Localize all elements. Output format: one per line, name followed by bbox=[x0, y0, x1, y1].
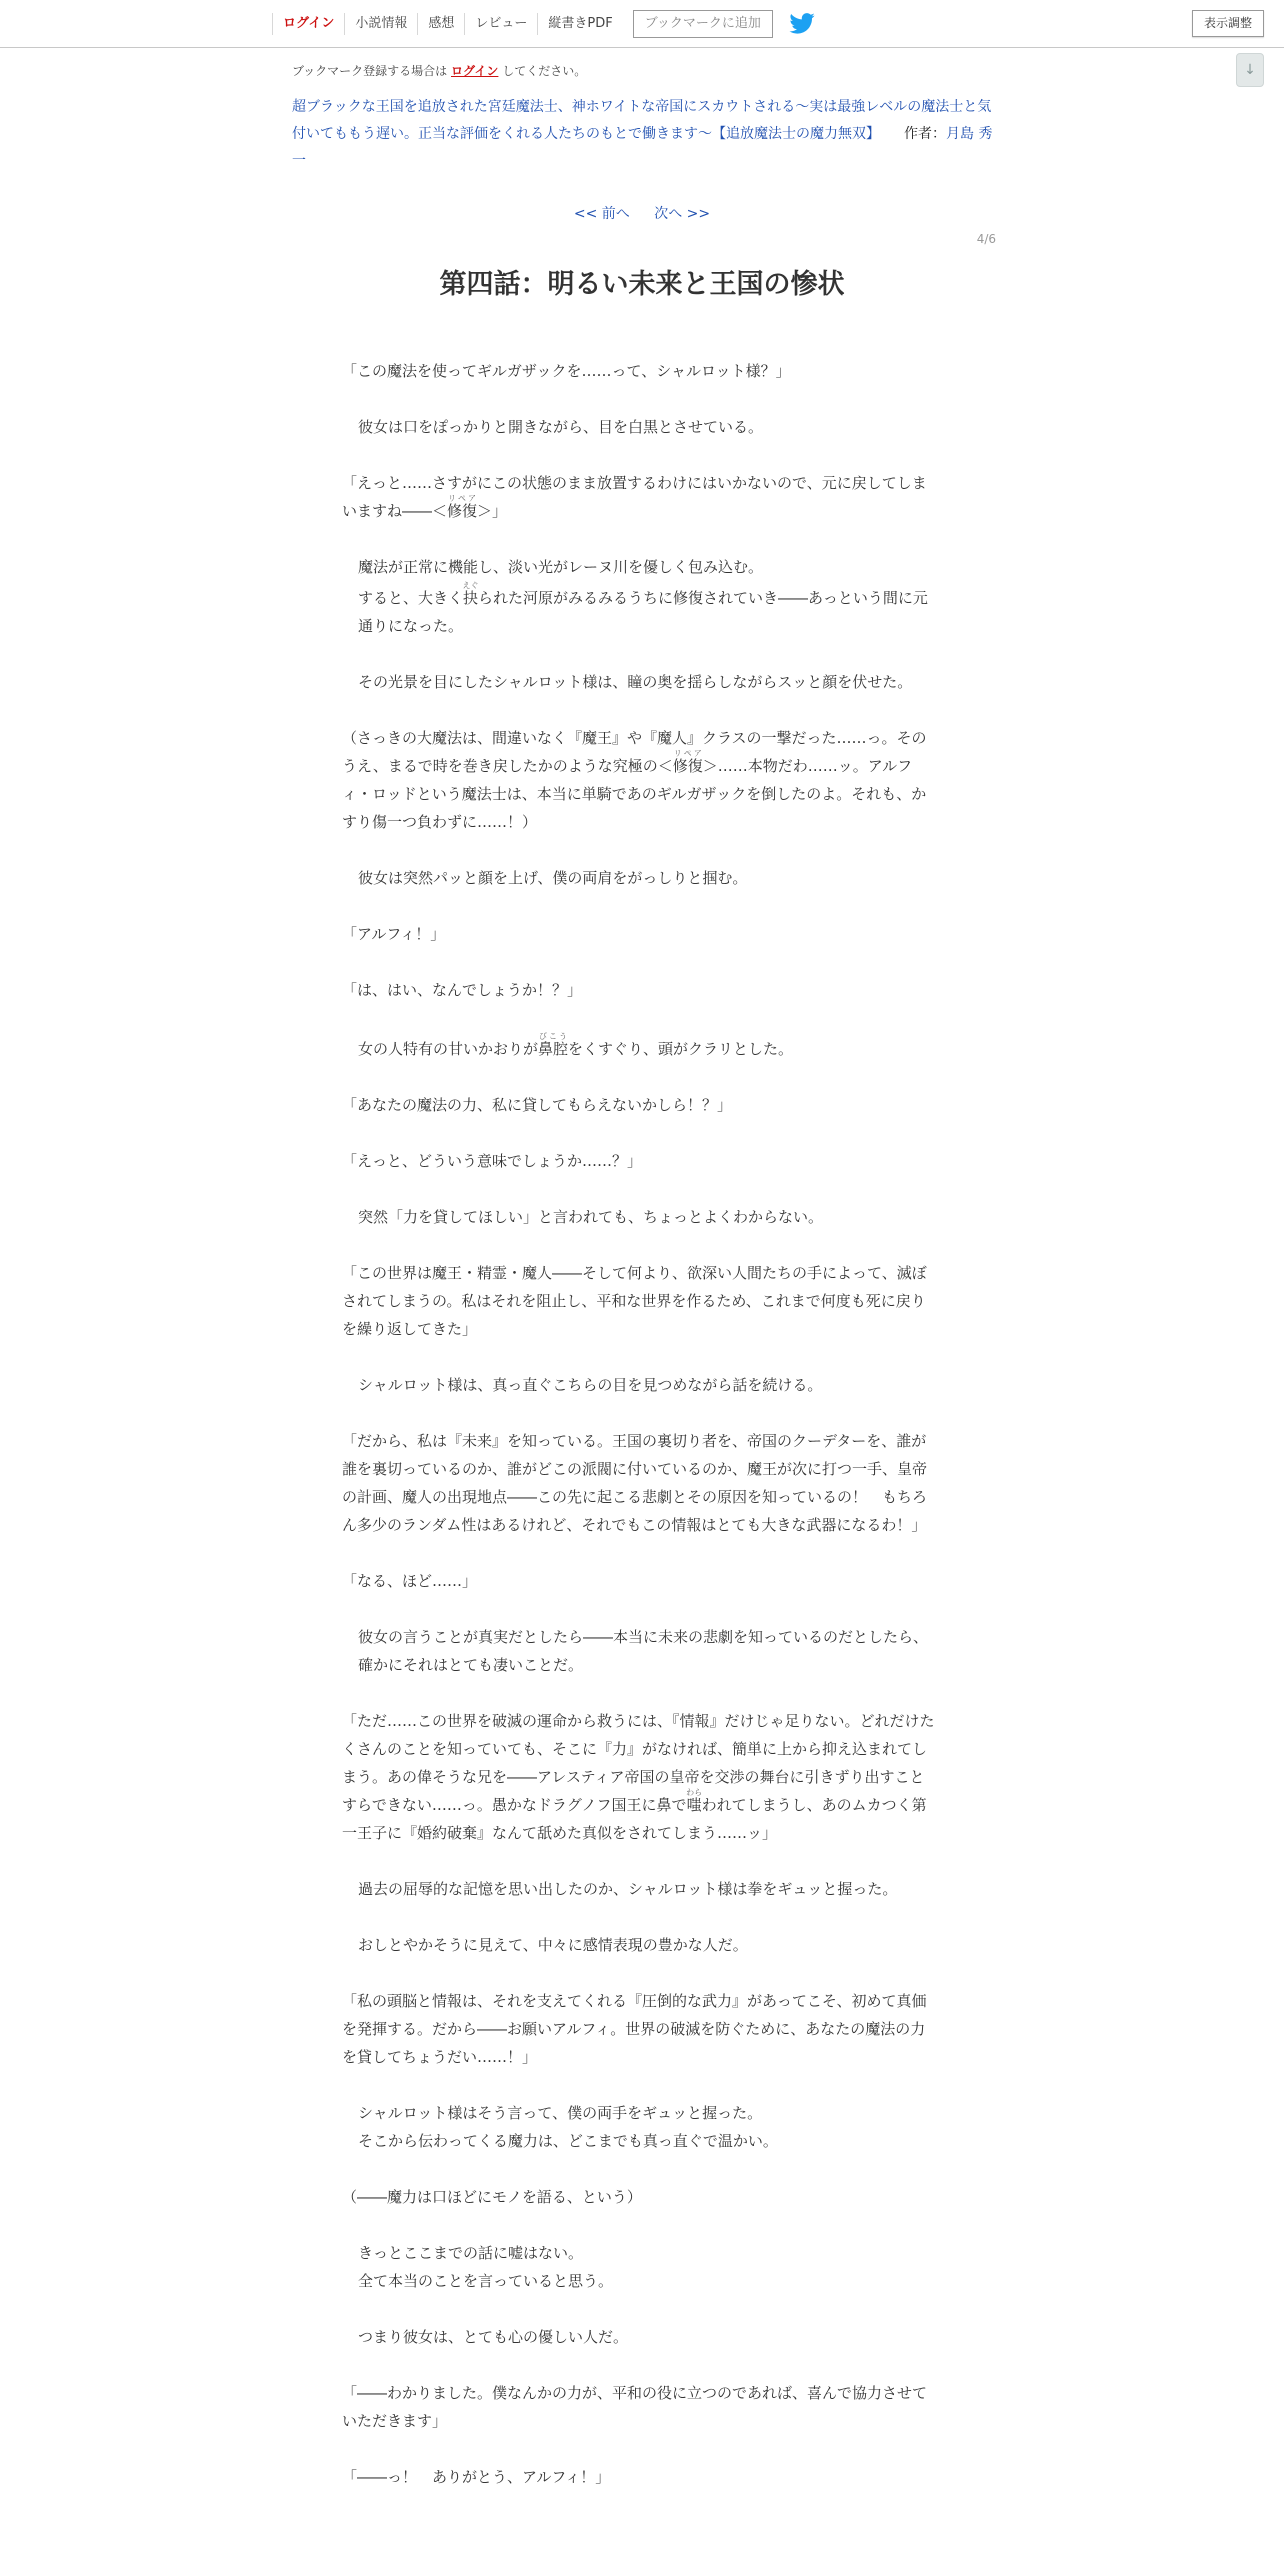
paragraph: 女の人特有の甘いかおりが鼻腔びこうをくすぐり、頭がクラリとした。 bbox=[358, 1032, 794, 1058]
paragraph: （――魔力は口ほどにモノを語る、という） bbox=[342, 2188, 642, 2206]
paragraph: 「――っ！ ありがとう、アルフィ！」 bbox=[342, 2468, 611, 2486]
paragraph: 彼女の言うことが真実だとしたら――本当に未来の悲劇を知っているのだとしたら、確かにそれはとても凄いことだ。 bbox=[358, 1628, 929, 1674]
author-label: 作者： bbox=[904, 126, 946, 142]
chapter-pager bbox=[0, 203, 1284, 223]
paragraph: その光景を目にしたシャルロット様は、瞳の奥を揺らしながらスッと顔を伏せた。 bbox=[358, 673, 913, 691]
paragraph: 「――わかりました。僕なんかの力が、平和の役に立つのであれば、喜んで協力させていただきます」 bbox=[342, 2384, 928, 2430]
note-login-link[interactable]: ログイン bbox=[451, 64, 499, 78]
paragraph: そこから伝わってくる魔力は、どこまでも真っ直ぐで温かい。 bbox=[358, 2132, 778, 2150]
paragraph: おしとやかそうに見えて、中々に感情表現の豊かな人だ。 bbox=[358, 1936, 748, 1954]
nav-review-link[interactable]: レビュー bbox=[464, 13, 537, 35]
paragraph: すると、大きく抉えぐられた河原がみるみるうちに修復されていき――あっという間に元通りになった。 bbox=[358, 581, 928, 635]
paragraph: 魔法が正常に機能し、淡い光がレーヌ川を優しく包み込む。 bbox=[358, 558, 764, 576]
paragraph: 「この魔法を使ってギルガザックを……って、シャルロット様？」 bbox=[342, 362, 791, 380]
paragraph: 「この世界は魔王・精霊・魔人――そして何より、欲深い人間たちの手によって、滅ぼされてしまうの。私はそれを阻止し、平和な世界を作るため、これまで何度も死に戻りを繰り返してきた」 bbox=[342, 1264, 927, 1338]
note-text: ブックマーク登録する場合は bbox=[292, 64, 448, 78]
paragraph: 「だから、私は『未来』を知っている。王国の裏切り者を、帝国のクーデターを、誰が誰を裏切っているのか、誰がどこの派閥に付いているのか、魔王が次に打つ一手、皇帝の計画、魔人の出現地点――この先に起こる悲劇とその原因を知っているの！ もちろん多少のランダム性はあるけれど、それでもこの情報はとても大きな武器になるわ！」 bbox=[342, 1432, 928, 1534]
note-text: してください。 bbox=[502, 64, 587, 78]
paragraph: シャルロット様は、真っ直ぐこちらの目を見つめながら話を続ける。 bbox=[358, 1376, 823, 1394]
prev-chapter-link[interactable]: << 前へ bbox=[573, 206, 630, 222]
nav-novel-info-link[interactable]: 小説情報 bbox=[344, 13, 417, 35]
paragraph: 「えっと、どういう意味でしょうか……？」 bbox=[342, 1152, 643, 1170]
paragraph: 「えっと……さすがにこの状態のまま放置するわけにはいかないので、元に戻してしまいますね――＜修復リペア＞」 bbox=[342, 474, 927, 520]
paragraph: きっとここまでの話に嘘はない。 bbox=[358, 2244, 584, 2262]
paragraph: 「は、はい、なんでしょうか！？」 bbox=[342, 981, 583, 999]
down-arrow-icon[interactable]: ↓ bbox=[1236, 53, 1264, 87]
nav-impressions-link[interactable]: 感想 bbox=[417, 13, 464, 35]
page-number: 4/6 bbox=[976, 232, 996, 246]
novel-header bbox=[292, 94, 996, 175]
paragraph: 全て本当のことを言っていると思う。 bbox=[358, 2272, 614, 2290]
nav-vertical-pdf-link[interactable]: 縦書きPDF bbox=[537, 13, 622, 35]
paragraph: 過去の屈辱的な記憶を思い出したのか、シャルロット様は拳をギュッと握った。 bbox=[358, 1880, 898, 1898]
chapter-title: 第四話：明るい未来と王国の惨状 bbox=[439, 269, 845, 300]
display-settings-button[interactable]: 表示調整 bbox=[1192, 10, 1264, 37]
bookmark-login-note bbox=[292, 62, 586, 79]
author-link[interactable]: 月島 秀一 bbox=[292, 126, 993, 169]
paragraph: 彼女は突然パッと顔を上げ、僕の両肩をがっしりと掴む。 bbox=[358, 869, 748, 887]
paragraph: 「私の頭脳と情報は、それを支えてくれる『圧倒的な武力』があってこそ、初めて真価を発揮する。だから――お願いアルフィ。世界の破滅を防ぐために、あなたの魔法の力を貸してちょうだい……！」 bbox=[342, 1992, 927, 2066]
paragraph: 「ただ……この世界を破滅の運命から救うには、『情報』だけじゃ足りない。どれだけたくさんのことを知っていても、そこに『力』がなければ、簡単に上から抑え込まれてしまう。あの偉そうな兄を――アレスティア帝国の皇帝を交渉の舞台に引きずり出すことすらできない……っ。愚かなドラグノフ国王に鼻で嗤わらわれてしまうし、あのムカつく第一王子に『婚約破棄』なんて舐めた真似をされてしまう……ッ」 bbox=[342, 1712, 935, 1842]
paragraph: 「アルフィ！」 bbox=[342, 925, 446, 943]
paragraph: 突然「力を貸してほしい」と言われても、ちょっとよくわからない。 bbox=[358, 1208, 824, 1226]
chapter-body bbox=[342, 357, 936, 2519]
top-navigation-bar bbox=[0, 0, 1284, 48]
paragraph: 彼女は口をぽっかりと開きながら、目を白黒とさせている。 bbox=[358, 418, 764, 436]
twitter-bird-icon[interactable] bbox=[789, 13, 815, 35]
novel-title-link[interactable]: 超ブラックな王国を追放された宮廷魔法士、神ホワイトな帝国にスカウトされる～実は最強レベルの魔法士と気付いてももう遅い。正当な評価をくれる人たちのもとで働きます～【追放魔法士の魔力無双】 bbox=[292, 99, 992, 142]
paragraph: 「なる、ほど……」 bbox=[342, 1572, 478, 1590]
paragraph: つまり彼女は、とても心の優しい人だ。 bbox=[358, 2328, 629, 2346]
add-bookmark-button[interactable]: ブックマークに追加 bbox=[633, 10, 773, 38]
paragraph: （さっきの大魔法は、間違いなく『魔王』や『魔人』クラスの一撃だった……っ。そのうえ、まるで時を巻き戻したかのような究極の＜修復リペア＞……本物だわ……ッ。アルフィ・ロッドという魔法士は、本当に単騎であのギルガザックを倒したのよ。それも、かすり傷一つ負わずに……！） bbox=[342, 729, 927, 831]
next-chapter-link[interactable]: 次へ >> bbox=[654, 206, 711, 222]
nav-menu bbox=[272, 0, 815, 47]
paragraph: 「あなたの魔法の力、私に貸してもらえないかしら！？」 bbox=[342, 1096, 733, 1114]
nav-login-link[interactable]: ログイン bbox=[272, 13, 344, 35]
paragraph: シャルロット様はそう言って、僕の両手をギュッと握った。 bbox=[358, 2104, 763, 2122]
